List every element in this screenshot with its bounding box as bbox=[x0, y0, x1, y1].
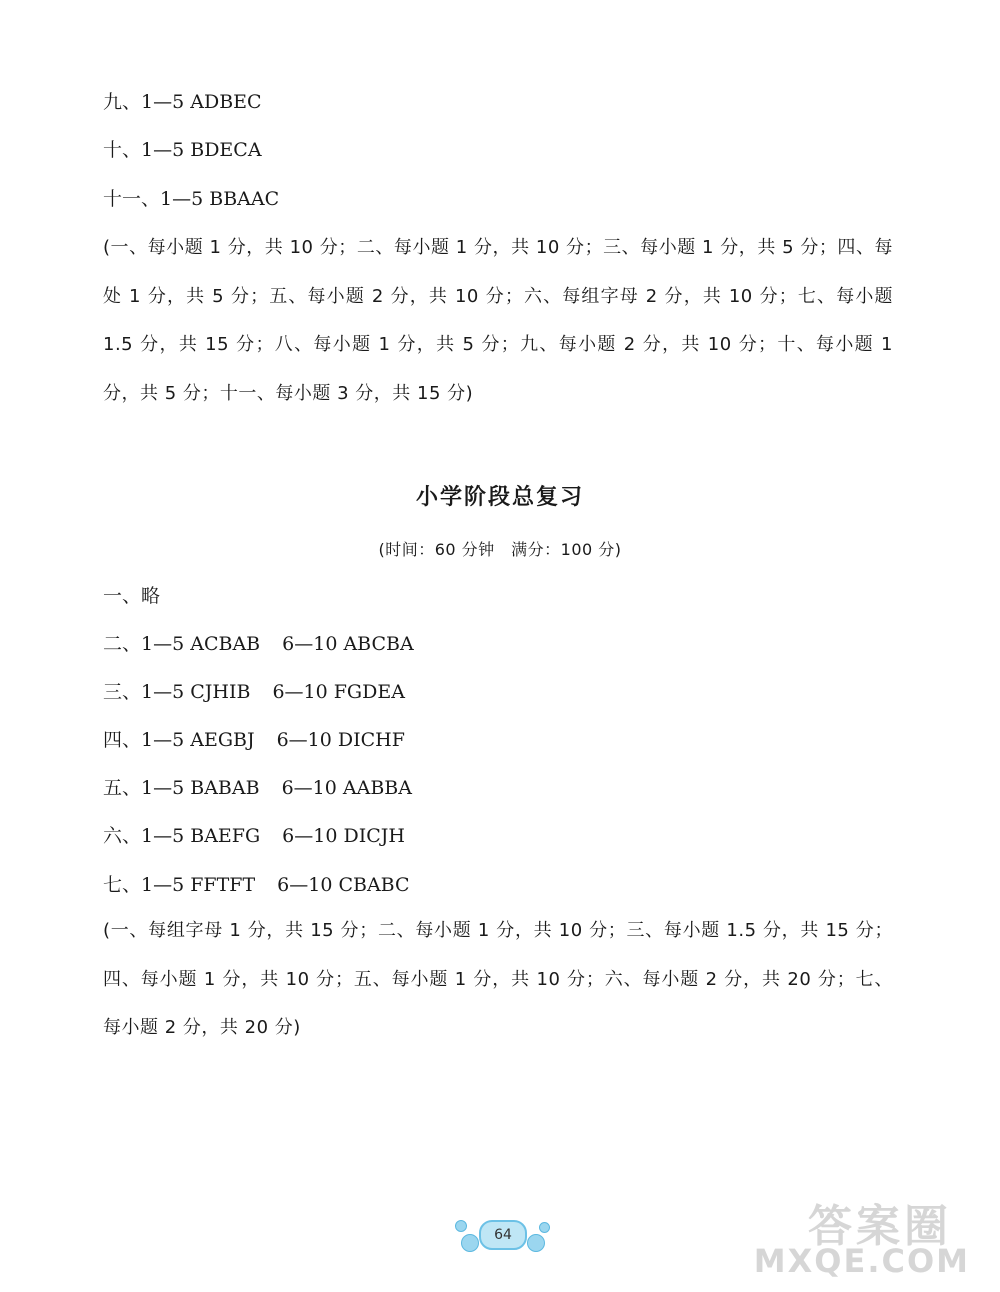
answer-prefix: 二、1—5 bbox=[103, 633, 185, 655]
bubble-decoration-icon bbox=[539, 1222, 550, 1233]
answer-line-5 bbox=[103, 776, 412, 800]
answer-letters: ADBEC bbox=[190, 91, 262, 113]
watermark-cn: 答案圈 bbox=[808, 1201, 952, 1252]
answer-letters: AABBA bbox=[342, 777, 412, 799]
answer-line-11 bbox=[103, 187, 279, 211]
watermark bbox=[730, 1190, 980, 1280]
section-title: 小学阶段总复习 bbox=[415, 485, 584, 510]
answer-letters: BABAB bbox=[190, 777, 260, 799]
answer-letters: ABCBA bbox=[343, 633, 414, 655]
answer-letters: BDECA bbox=[190, 139, 262, 161]
answer-letters: AEGBJ bbox=[190, 729, 255, 751]
answer-letters: ACBAB bbox=[190, 633, 261, 655]
page-number: 64 bbox=[479, 1220, 527, 1250]
answer-line-3 bbox=[103, 680, 405, 704]
answer-prefix: 七、1—5 bbox=[103, 874, 185, 896]
answer-line-6 bbox=[103, 824, 405, 848]
answer-letters: BBAAC bbox=[209, 188, 280, 210]
answer-letters: BAEFG bbox=[190, 825, 261, 847]
answer-prefix: 三、1—5 bbox=[103, 681, 185, 703]
answer-range: 6—10 bbox=[276, 729, 332, 751]
watermark-en: MXQE.COM bbox=[753, 1242, 970, 1280]
answer-line-7 bbox=[103, 873, 410, 897]
answer-prefix: 五、1—5 bbox=[103, 777, 185, 799]
answer-letters: DICHF bbox=[337, 729, 405, 751]
bubble-decoration-icon bbox=[527, 1234, 545, 1252]
answer-prefix: 十一、1—5 bbox=[103, 188, 204, 210]
answer-range: 6—10 bbox=[277, 874, 333, 896]
answer-letters: FFTFT bbox=[190, 874, 256, 896]
answer-line-4 bbox=[103, 728, 405, 752]
page-number-badge bbox=[455, 1214, 555, 1254]
answer-letters: FGDEA bbox=[333, 681, 405, 703]
answer-letters: CBABC bbox=[338, 874, 410, 896]
scoring-notes-top: (一、每小题 1 分，共 10 分；二、每小题 1 分，共 10 分；三、每小题 1 分，共 5 分；四、每处 1 分，共 5 分；五、每小题 2 分，共 10 分；六、每组字母 2 分，共 10 分；七、每小题 1.5 分，共 15 分；八、每小题 1 分，共 5 分；九、每小题 2 分，共 10 分；十、每小题 1 分，共 5 分；十一、每小题 3 分，共 15 分) bbox=[103, 237, 893, 404]
answer-range: 6—10 bbox=[282, 825, 338, 847]
answer-letters: CJHIB bbox=[190, 681, 251, 703]
answer-prefix: 四、1—5 bbox=[103, 729, 185, 751]
section-subtitle: (时间：60 分钟 满分：100 分) bbox=[378, 540, 622, 559]
answer-line-1: 一、略 bbox=[103, 585, 161, 607]
answer-prefix: 九、1—5 bbox=[103, 91, 185, 113]
answer-line-10 bbox=[103, 138, 262, 162]
answer-range: 6—10 bbox=[281, 777, 337, 799]
answer-range: 6—10 bbox=[272, 681, 328, 703]
answer-line-9 bbox=[103, 90, 262, 114]
answer-letters: DICJH bbox=[343, 825, 405, 847]
answer-prefix: 十、1—5 bbox=[103, 139, 185, 161]
scoring-notes-review: (一、每组字母 1 分，共 15 分；二、每小题 1 分，共 10 分；三、每小题 1.5 分，共 15 分；四、每小题 1 分，共 10 分；五、每小题 1 分，共 10 分；六、每小题 2 分，共 20 分；七、每小题 2 分，共 20 分) bbox=[103, 920, 893, 1038]
bubble-decoration-icon bbox=[455, 1220, 467, 1232]
answer-line-2 bbox=[103, 632, 414, 656]
bubble-decoration-icon bbox=[461, 1234, 479, 1252]
answer-prefix: 六、1—5 bbox=[103, 825, 185, 847]
answer-range: 6—10 bbox=[282, 633, 338, 655]
